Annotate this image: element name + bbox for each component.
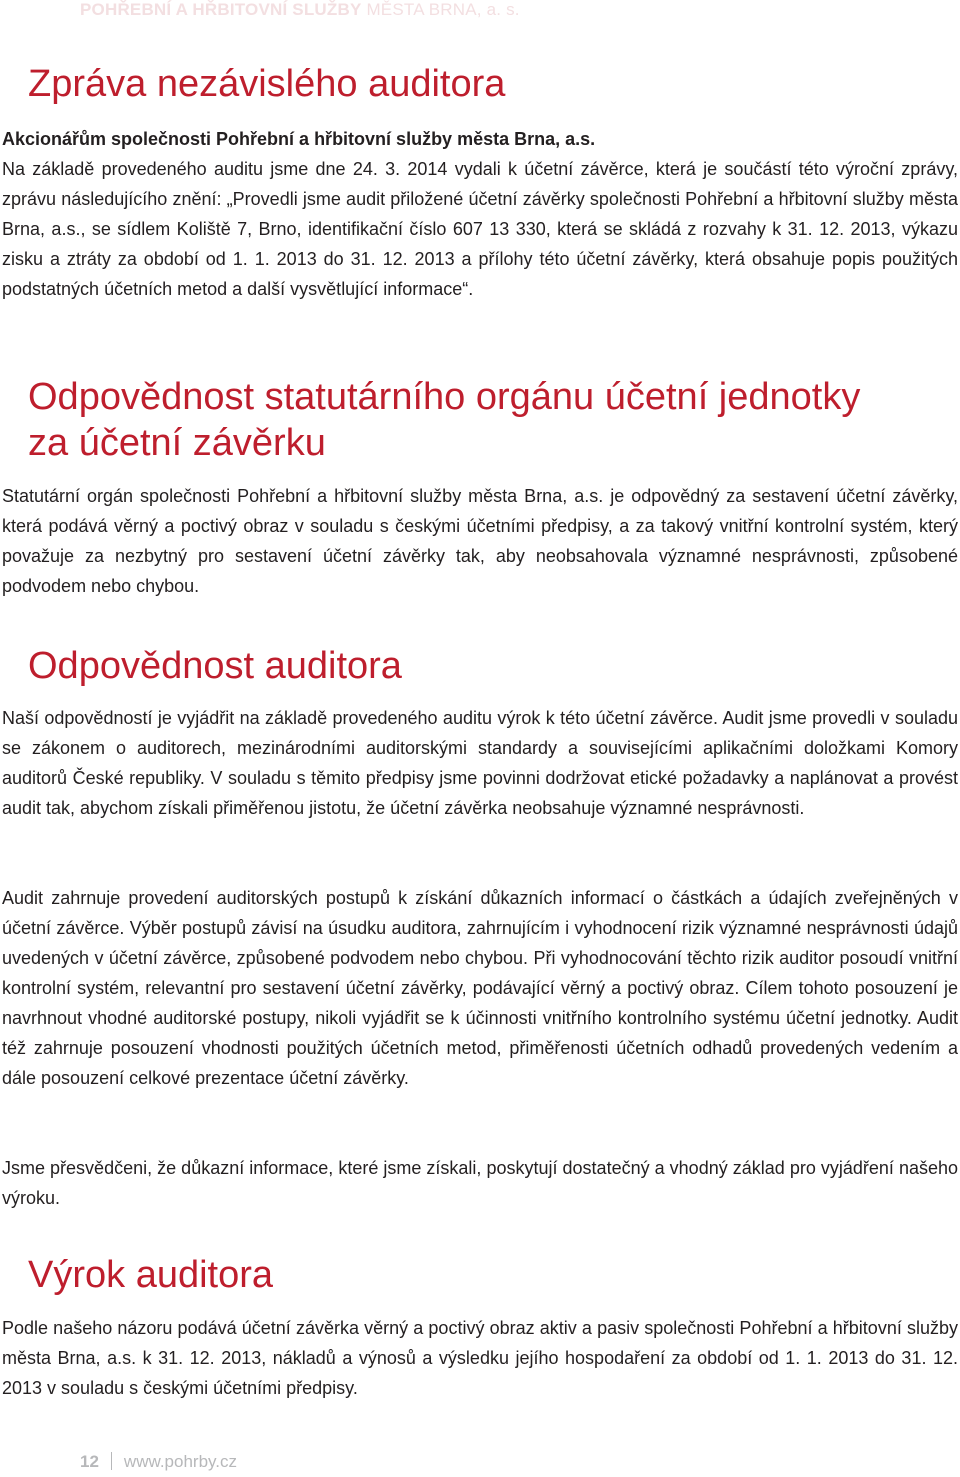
page-footer: [80, 1452, 237, 1472]
opinion-text: Podle našeho názoru podává účetní závěrka věrný a poctivý obraz aktiv a pasiv společnosti Pohřební a hřbitovní služby města Brna, a.s. k 31. 12. 2013, nákladů a výnosů a výsledku jejího hospodaření za období od 1. 1. 2013 do 31. 12. 2013 v souladu s českými účetními předpisy.: [2, 1318, 958, 1398]
auditor-paragraph-3: Jsme přesvědčeni, že důkazní informace, které jsme získali, poskytují dostatečný a vhodný základ pro vyjádření našeho výroku.: [2, 1158, 958, 1208]
page-number: 12: [80, 1452, 99, 1471]
auditor-paragraph-2: Audit zahrnuje provedení auditorských postupů k získání důkazních informací o částkách a údajích zveřejněných v účetní závěrce. Výběr postupů závisí na úsudku auditora, zahrnujícím i vyhodnocení rizik významné nesprávnosti údajů uvedených v účetní závěrce, způsobené podvodem nebo chybou. Při vyhodnocování těchto rizik auditor posoudí vnitřní kontrolní systém, relevantní pro sestavení účetní závěrky, podávající věrný a poctivý obraz. Cílem tohoto posouzení je navrhnout vhodné auditorské postupy, nikoli vyjádřit se k účinnosti vnitřního kontrolního systému účetní jednotky. Audit též zahrnuje posouzení vhodnosti použitých účetních metod, přiměřenosti účetních odhadů provedených vedením a dále posouzení celkové prezentace účetní závěrky.: [2, 888, 958, 1088]
board-heading-line2: za účetní závěrku: [28, 422, 326, 464]
auditor-paragraph-1: Naší odpovědností je vyjádřit na základě provedeného auditu výrok k této účetní závěrce. Audit jsme provedli v souladu se zákonem o auditorech, mezinárodními auditorskými standardy a souvisejícími aplikačními doložkami Komory auditorů České republiky. V souladu s těmito předpisy jsme povinni dodržovat etické požadavky a naplánovat a provést audit tak, abychom získali přiměřenou jistotu, že účetní závěrka neobsahuje významné nesprávnosti.: [2, 708, 958, 818]
report-subject: Akcionářům společnosti Pohřební a hřbitovní služby města Brna, a.s.: [2, 129, 596, 149]
running-header: [80, 0, 520, 20]
running-header-org: POHŘEBNÍ A HŘBITOVNÍ SLUŽBY: [80, 0, 362, 19]
auditor-responsibility-heading: Odpovědnost auditora: [28, 645, 402, 687]
footer-divider: [111, 1452, 112, 1470]
intro-paragraph: Na základě provedeného auditu jsme dne 24. 3. 2014 vydali k účetní závěrce, která je součástí této výroční zprávy, zprávu následujícího znění: „Provedli jsme audit přiložené účetní závěrky společnosti Pohřební a hřbitovní služby města Brna, a.s., se sídlem Koliště 7, Brno, identifikační číslo 607 13 330, která se skládá z rozvahy k 31. 12. 2013, výkazu zisku a ztráty za období od 1. 1. 2013 do 31. 12. 2013 a přílohy této účetní závěrky, která obsahuje popis použitých podstatných účetních metod a další vysvětlující informace“.: [2, 159, 958, 299]
website-link[interactable]: www.pohrby.cz: [123, 1452, 237, 1471]
opinion-heading: Výrok auditora: [28, 1254, 274, 1296]
board-responsibility-text: Statutární orgán společnosti Pohřební a hřbitovní služby města Brna, a.s. je odpovědný za sestavení účetní závěrky, která podává věrný a poctivý obraz v souladu s českými účetními předpisy, a za takový vnitřní kontrolní systém, který považuje za nezbytný pro sestavení účetní závěrky tak, aby neobsahovala významné nesprávnosti, způsobené podvodem nebo chybou.: [2, 486, 958, 596]
board-heading-line1: Odpovědnost statutárního orgánu účetní jednotky: [28, 376, 861, 418]
report-title: Zpráva nezávislého auditora: [28, 63, 506, 105]
running-header-city: MĚSTA BRNA, a. s.: [361, 0, 520, 19]
board-responsibility-heading: [28, 374, 860, 466]
